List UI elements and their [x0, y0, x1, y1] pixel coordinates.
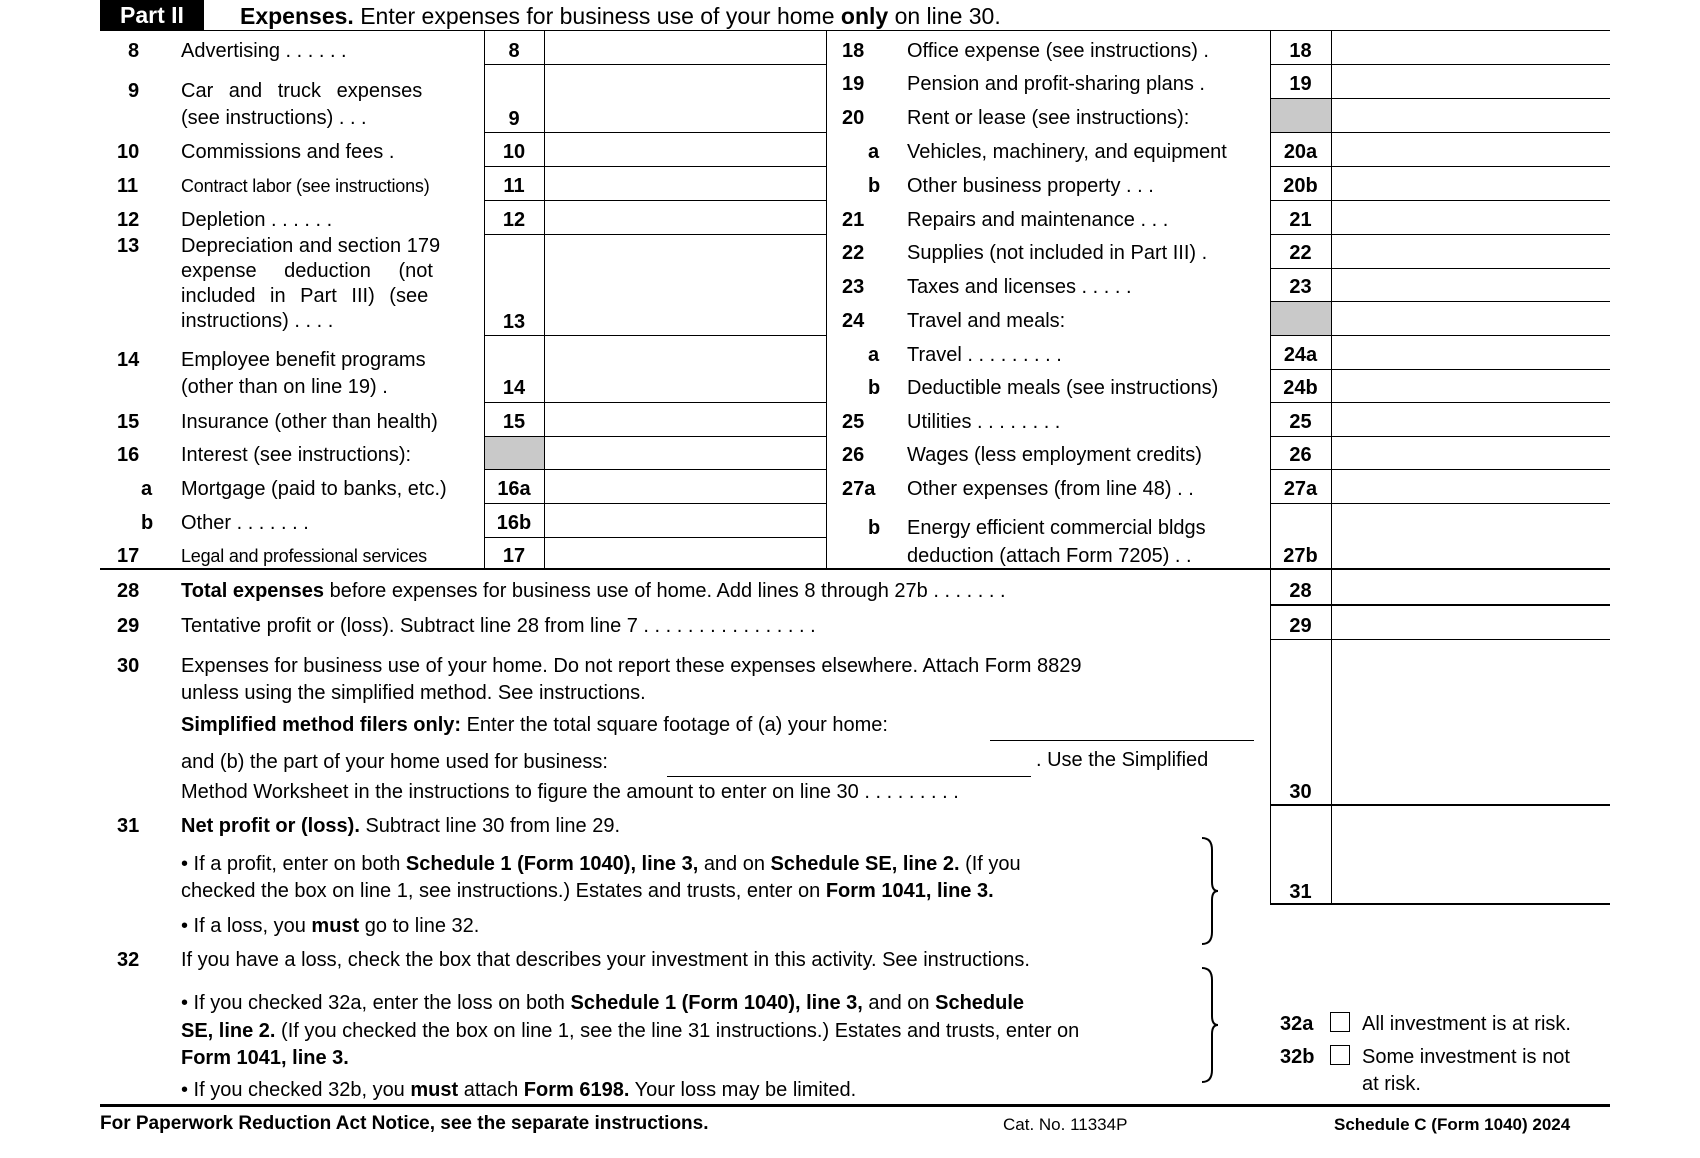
line-31-amount[interactable]	[1332, 806, 1610, 903]
line-27a-label: Other expenses (from line 48) . .	[907, 478, 1194, 500]
line-32-number: 32	[117, 949, 140, 971]
line-16-label: Interest (see instructions):	[181, 444, 412, 466]
option-32b-text-2: at risk.	[1362, 1073, 1421, 1095]
line-12-label: Depletion . . . . . .	[181, 209, 333, 231]
line-21-label: Repairs and maintenance . . .	[907, 209, 1169, 231]
line-12-box: 12	[502, 209, 526, 231]
line-8-label: Advertising . . . . . .	[181, 40, 347, 62]
line-27a-box: 27a	[1283, 478, 1318, 500]
line-21-box: 21	[1289, 209, 1312, 231]
line-10-label: Commissions and fees .	[181, 141, 395, 163]
line-11-amount[interactable]	[545, 167, 825, 199]
option-32a-text: All investment is at risk.	[1362, 1013, 1571, 1035]
line-27b-label-1: Energy efficient commercial bldgs	[907, 517, 1206, 539]
line-17-amount[interactable]	[545, 538, 825, 568]
line-28-label: Total expenses before expenses for business use of home. Add lines 8 through 27b . . . . . . .	[181, 580, 1006, 602]
line-24b-label: Deductible meals (see instructions)	[907, 377, 1219, 399]
line-21-number: 21	[842, 209, 865, 231]
line-26-label: Wages (less employment credits)	[907, 444, 1202, 466]
line-17-label: Legal and professional services	[181, 546, 427, 566]
line-28-amount[interactable]	[1332, 571, 1610, 604]
line-32-bullet-1: • If you checked 32a, enter the loss on both Schedule 1 (Form 1040), line 3, and on Schedule	[181, 992, 1025, 1014]
line-23-label: Taxes and licenses . . . . .	[907, 276, 1132, 298]
line-20b-letter: b	[868, 175, 881, 197]
line-25-box: 25	[1289, 411, 1312, 433]
line-14-label-2: (other than on line 19) .	[181, 376, 388, 398]
line-31-brace	[1198, 836, 1222, 946]
line-14-amount[interactable]	[545, 336, 825, 401]
line-20a-box: 20a	[1283, 141, 1318, 163]
line-32-bullet-2: • If you checked 32b, you must attach Form 6198. Your loss may be limited.	[181, 1079, 857, 1101]
line-16b-letter: b	[141, 512, 154, 534]
line-20b-label: Other business property . . .	[907, 175, 1154, 197]
line-29-amount[interactable]	[1332, 606, 1610, 638]
line-16a-box: 16a	[497, 478, 531, 500]
line-16b-label: Other . . . . . . .	[181, 512, 309, 534]
line-8-box: 8	[508, 40, 520, 62]
line-14-box: 14	[502, 377, 526, 399]
line-30-simplified: Simplified method filers only: Enter the total square footage of (a) your home:	[181, 714, 888, 736]
line-13-amount[interactable]	[545, 235, 825, 334]
line-25-number: 25	[842, 411, 865, 433]
business-sqft-line	[667, 776, 1031, 777]
line-13-label-2: expense deduction (not	[181, 260, 433, 282]
line-20-label: Rent or lease (see instructions):	[907, 107, 1190, 129]
line-12-amount[interactable]	[545, 201, 825, 233]
line-13-box: 13	[502, 311, 526, 333]
line-30-amount[interactable]	[1332, 640, 1610, 804]
line-24b-amount[interactable]	[1332, 370, 1610, 402]
line-18-box: 18	[1289, 40, 1312, 62]
line-30-number: 30	[117, 655, 140, 677]
line-18-label: Office expense (see instructions) .	[907, 40, 1209, 62]
line-16a-letter: a	[141, 478, 153, 500]
line-31-bullet-2: • If a loss, you must go to line 32.	[181, 915, 480, 937]
line-8-number: 8	[128, 40, 140, 62]
option-32b-text-1: Some investment is not	[1362, 1046, 1570, 1068]
line-13-number: 13	[117, 235, 140, 257]
line-23-number: 23	[842, 276, 865, 298]
center-divider	[826, 30, 827, 568]
line-30-box: 30	[1289, 781, 1312, 803]
line-20a-letter: a	[868, 141, 880, 163]
line-22-number: 22	[842, 242, 865, 264]
line-13-label-4: instructions) . . . .	[181, 310, 334, 332]
line-16a-amount[interactable]	[545, 470, 825, 502]
footer-cat-no: Cat. No. 11334P	[1003, 1115, 1128, 1134]
line-26-amount[interactable]	[1332, 437, 1610, 469]
home-sqft-line	[990, 740, 1254, 741]
line-27a-amount[interactable]	[1332, 470, 1610, 502]
section-rule-28	[100, 568, 1610, 570]
line-27a-number: 27a	[842, 478, 876, 500]
line-9-amount[interactable]	[545, 65, 825, 131]
line-10-number: 10	[117, 141, 140, 163]
line-16-number: 16	[117, 444, 140, 466]
line-16a-label: Mortgage (paid to banks, etc.)	[181, 478, 447, 500]
line-9-label-2: (see instructions) . . .	[181, 107, 367, 129]
line-11-box: 11	[503, 175, 525, 197]
line-16b-box: 16b	[496, 512, 532, 534]
line-30-worksheet: Method Worksheet in the instructions to figure the amount to enter on line 30 . . . . . . . . .	[181, 781, 959, 803]
line-20-shaded-box	[1271, 99, 1331, 132]
footer-rule	[100, 1104, 1610, 1107]
line-27b-amount[interactable]	[1332, 504, 1610, 568]
line-20a-label: Vehicles, machinery, and equipment	[907, 141, 1227, 163]
line-20b-box: 20b	[1283, 175, 1318, 197]
footer-form-name: Schedule C (Form 1040) 2024	[1334, 1115, 1571, 1134]
line-9-number: 9	[128, 80, 140, 102]
line-22-amount[interactable]	[1332, 235, 1610, 267]
line-16b-amount[interactable]	[545, 504, 825, 536]
line-31-number: 31	[117, 815, 140, 837]
line-27b-letter: b	[868, 517, 881, 539]
home-sqft-input[interactable]	[990, 712, 1254, 740]
line-22-box: 22	[1289, 242, 1312, 264]
line-13-label-3: included in Part III) (see	[181, 285, 429, 307]
line-17-number: 17	[117, 545, 140, 567]
line-29-box: 29	[1289, 615, 1312, 637]
line-20b-amount[interactable]	[1332, 167, 1610, 199]
option-32a-label: 32a	[1280, 1013, 1314, 1035]
line-31-bullet-1: • If a profit, enter on both Schedule 1 (Form 1040), line 3, and on Schedule SE, line 2. (If you	[181, 853, 1021, 875]
line-23-box: 23	[1289, 276, 1312, 298]
line-31-box: 31	[1289, 881, 1312, 903]
line-17-box: 17	[502, 545, 526, 567]
line-26-box: 26	[1289, 444, 1312, 466]
line-24a-letter: a	[868, 344, 880, 366]
line-30-text-2: unless using the simplified method. See instructions.	[181, 682, 646, 704]
line-32-brace	[1198, 966, 1222, 1084]
line-9-label-1: Car and truck expenses	[181, 80, 423, 102]
line-32-bullet-1-line-2: SE, line 2. (If you checked the box on line 1, see the line 31 instructions.) Estates and trusts, enter on	[181, 1020, 1080, 1042]
line-9-box: 9	[508, 108, 520, 130]
line-22-label: Supplies (not included in Part III) .	[907, 242, 1208, 264]
line-30-part-b: and (b) the part of your home used for business:	[181, 751, 608, 773]
line-18-amount[interactable]	[1332, 31, 1610, 64]
line-32-bullet-1-line-3: Form 1041, line 3.	[181, 1047, 349, 1069]
line-27b-box: 27b	[1283, 545, 1318, 567]
line-19-number: 19	[842, 73, 865, 95]
line-32-text: If you have a loss, check the box that describes your investment in this activity. See instructions.	[181, 949, 1030, 971]
line-19-label: Pension and profit-sharing plans .	[907, 73, 1205, 95]
line-24a-box: 24a	[1283, 344, 1318, 366]
line-15-number: 15	[117, 411, 140, 433]
line-29-number: 29	[117, 615, 140, 637]
line-12-number: 12	[117, 209, 140, 231]
option-32b-label: 32b	[1280, 1046, 1315, 1068]
line-20-number: 20	[842, 107, 865, 129]
line-20a-amount[interactable]	[1332, 133, 1610, 165]
line-18-number: 18	[842, 40, 865, 62]
line-24b-box: 24b	[1283, 377, 1318, 399]
line-31-label: Net profit or (loss). Subtract line 30 from line 29.	[181, 815, 621, 837]
line-24b-letter: b	[868, 377, 881, 399]
line-28-number: 28	[117, 580, 140, 602]
line-29-label: Tentative profit or (loss). Subtract line 28 from line 7 . . . . . . . . . . . . . . . .	[181, 615, 816, 637]
line-25-amount[interactable]	[1332, 403, 1610, 435]
line-21-amount[interactable]	[1332, 201, 1610, 233]
line-23-amount[interactable]	[1332, 269, 1610, 301]
line-24-label: Travel and meals:	[907, 310, 1066, 332]
rule	[1270, 903, 1610, 905]
line-30-text-1: Expenses for business use of your home. Do not report these expenses elsewhere. Attach Form 8829	[181, 655, 1082, 677]
line-11-label: Contract labor (see instructions)	[181, 176, 430, 196]
line-8-amount[interactable]	[545, 31, 825, 63]
line-13-label-1: Depreciation and section 179	[181, 235, 441, 257]
part-title: Expenses. Enter expenses for business use of your home only on line 30.	[240, 3, 1001, 29]
line-19-amount[interactable]	[1332, 65, 1610, 97]
line-11-number: 11	[117, 175, 139, 197]
business-sqft-input[interactable]	[667, 748, 1031, 776]
line-19-box: 19	[1289, 73, 1312, 95]
line-24-shaded-box	[1271, 302, 1331, 335]
line-24a-label: Travel . . . . . . . . .	[907, 344, 1062, 366]
part-label: Part II	[100, 0, 204, 30]
line-30-use-simplified: . Use the Simplified	[1036, 749, 1209, 771]
option-32a-checkbox[interactable]	[1330, 1012, 1350, 1032]
line-14-number: 14	[117, 349, 140, 371]
line-14-label-1: Employee benefit programs	[181, 349, 426, 371]
line-15-amount[interactable]	[545, 403, 825, 435]
line-10-box: 10	[502, 141, 526, 163]
line-26-number: 26	[842, 444, 865, 466]
line-31-bullet-1-line-2: checked the box on line 1, see instructions.) Estates and trusts, enter on Form 1041, line 3.	[181, 880, 994, 902]
line-15-box: 15	[502, 411, 526, 433]
line-24-number: 24	[842, 310, 865, 332]
line-15-label: Insurance (other than health)	[181, 411, 438, 433]
line-16-shaded-box	[485, 437, 544, 469]
line-10-amount[interactable]	[545, 133, 825, 165]
option-32b-checkbox[interactable]	[1330, 1045, 1350, 1065]
line-24a-amount[interactable]	[1332, 336, 1610, 368]
line-27b-label-2: deduction (attach Form 7205) . .	[907, 545, 1192, 567]
line-25-label: Utilities . . . . . . . .	[907, 411, 1061, 433]
line-28-box: 28	[1289, 580, 1312, 602]
footer-paperwork-notice: For Paperwork Reduction Act Notice, see the separate instructions.	[100, 1113, 709, 1134]
